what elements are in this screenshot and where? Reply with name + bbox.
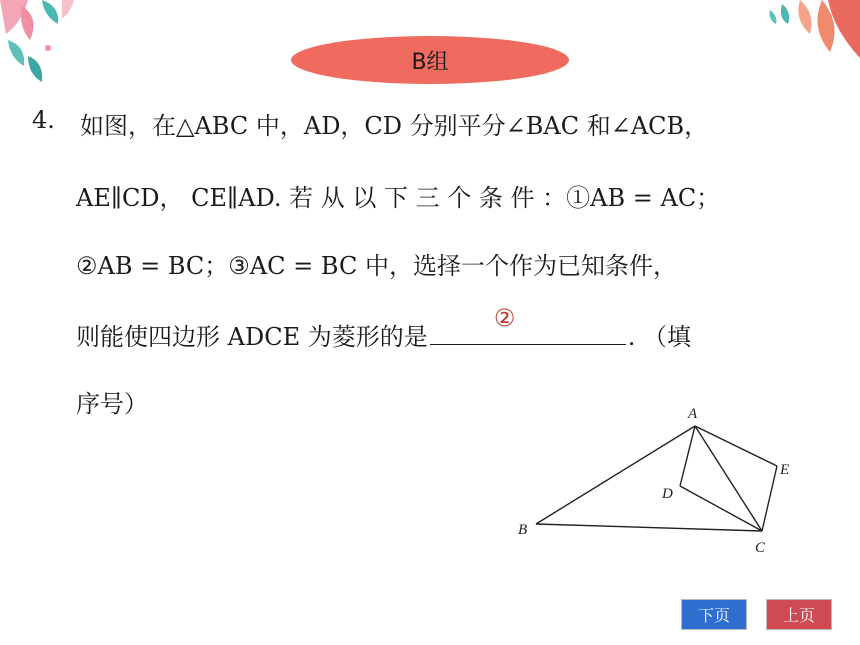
geometry-figure xyxy=(510,400,810,560)
group-label: B组 xyxy=(411,49,449,75)
problem-line-3: ②AB = BC；③AC = BC 中，选择一个作为已知条件， xyxy=(76,252,677,280)
problem-line-5: 序号） xyxy=(76,390,148,418)
problem-line-4 xyxy=(76,304,691,352)
answer-blank xyxy=(430,304,626,345)
segment-ad xyxy=(680,426,695,486)
next-page-button[interactable] xyxy=(681,599,747,630)
label-e: E xyxy=(780,462,790,478)
problem-line-1: 如图，在△ABC 中，AD，CD 分别平分∠BAC 和∠ACB， xyxy=(80,112,709,140)
decorative-leaves-right xyxy=(730,0,860,70)
label-a: A xyxy=(688,406,698,422)
problem-line-4-end: . （填 xyxy=(627,323,691,351)
segment-bc xyxy=(536,524,762,531)
segment-dc xyxy=(680,486,762,531)
segment-ab xyxy=(536,426,695,524)
decorative-leaves-left xyxy=(0,0,120,90)
segment-ec xyxy=(762,466,777,531)
previous-page-label: 上页 xyxy=(782,606,815,625)
question-number: 4. xyxy=(32,106,55,134)
previous-page-button[interactable] xyxy=(766,599,832,630)
label-d: D xyxy=(662,486,673,502)
label-c: C xyxy=(755,540,766,556)
problem-line-2: AE∥CD， CE∥AD. 若 从 以 下 三 个 条 件 ：①AB = AC； xyxy=(76,184,721,212)
label-b: B xyxy=(518,522,528,538)
next-page-label: 下页 xyxy=(697,606,730,625)
answer-text: ② xyxy=(493,304,516,332)
problem-line-4-start: 则能使四边形 ADCE 为菱形的是 xyxy=(76,323,428,351)
group-label-badge xyxy=(291,36,569,84)
